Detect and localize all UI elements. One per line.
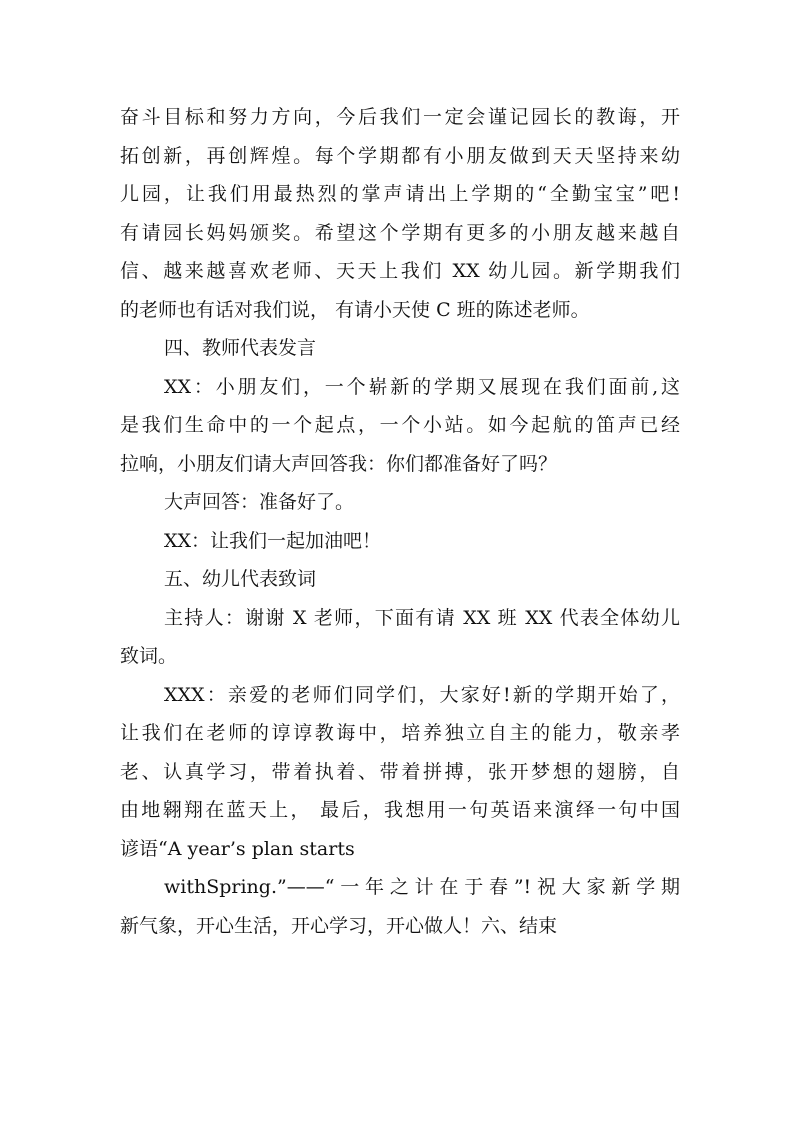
text-line: 拓创新，再创辉煌。每个学期都有小朋友做到天天坚持来幼 [120, 144, 680, 167]
text-line: 儿园，让我们用最热烈的掌声请出上学期的“全勤宝宝”吧! [120, 183, 680, 205]
text-line: withSpring.”——“一年之计在于春”!祝大家新学期 [164, 876, 680, 898]
text-line: 老、认真学习，带着执着、带着拼搏，张开梦想的翅膀，自 [120, 760, 680, 783]
text-line: 由地翱翔在蓝天上， 最后，我想用一句英语来演绎一句中国 [120, 799, 680, 821]
text-line: XX：让我们一起加油吧！ [164, 529, 382, 552]
text-line: 新气象，开心生活，开心学习，开心做人！六、结束 [120, 914, 558, 937]
text-line: XX：小朋友们，一个崭新的学期又展现在我们面前,这 [164, 375, 680, 398]
text-line: 大声回答：准备好了。 [164, 491, 355, 513]
text-line: 奋斗目标和努力方向，今后我们一定会谨记园长的教诲，开 [120, 106, 680, 128]
text-line: 是我们生命中的一个起点，一个小站。如今起航的笛声已经 [120, 414, 680, 436]
text-line: 信、越来越喜欢老师、天天上我们 XX 幼儿园。新学期我们 [120, 260, 680, 282]
text-line: XXX：亲爱的老师们同学们，大家好!新的学期开始了， [164, 683, 680, 706]
text-line: 致词。 [120, 645, 178, 667]
text-line: 拉响，小朋友们请大声回答我：你们都准备好了吗？ [120, 452, 558, 475]
text-line: 谚语“A year’s plan starts [120, 837, 355, 860]
text-line: 的老师也有话对我们说， 有请小天使 C 班的陈述老师。 [120, 298, 590, 321]
document-body [120, 98, 680, 945]
section-heading-teacher-speech: 四、教师代表发言 [164, 337, 317, 359]
section-heading-child-speech: 五、幼儿代表致词 [164, 568, 317, 590]
text-line: 主持人：谢谢 X 老师，下面有请 XX 班 XX 代表全体幼儿 [164, 606, 680, 629]
text-line: 让我们在老师的谆谆教诲中，培养独立自主的能力，敬亲孝 [120, 722, 680, 744]
text-line: 有请园长妈妈颁奖。希望这个学期有更多的小朋友越来越自 [120, 221, 680, 244]
